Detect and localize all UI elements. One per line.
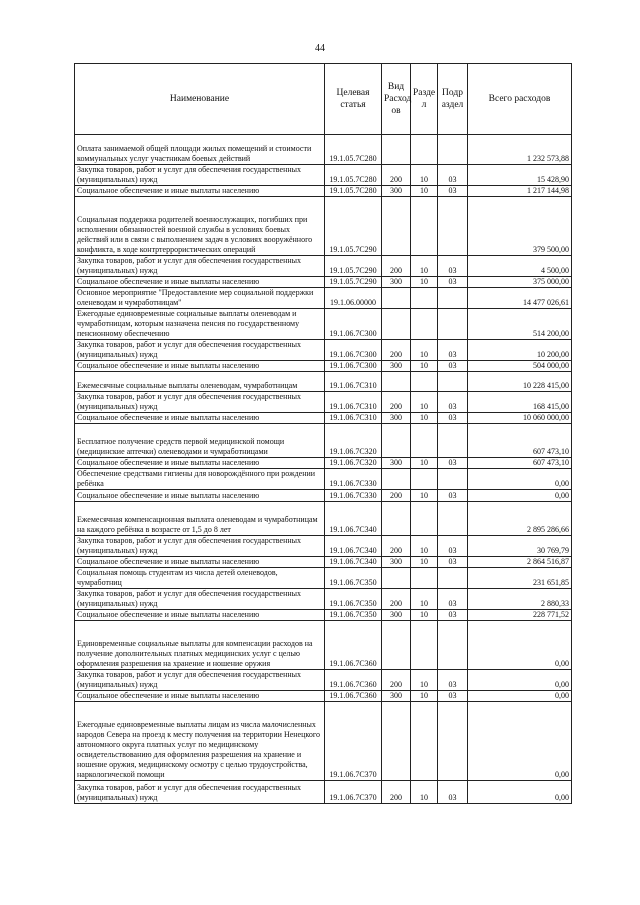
row-total: 15 428,90: [468, 165, 572, 186]
row-target-code: 19.1.06.7С310: [325, 413, 382, 424]
row-target-code: 19.1.06.7С360: [325, 621, 382, 670]
row-total: 0,00: [468, 691, 572, 702]
row-name: Социальное обеспечение и иные выплаты населению: [75, 458, 325, 469]
row-target-code: 19.1.06.7С340: [325, 557, 382, 568]
page-number: 44: [315, 43, 325, 54]
row-section: 10: [411, 670, 438, 691]
row-section: 10: [411, 781, 438, 804]
row-subsection: 03: [438, 490, 468, 502]
row-subsection: [438, 135, 468, 165]
table-row: [75, 691, 572, 702]
row-total: 10 228 415,00: [468, 372, 572, 392]
row-expense-kind: [382, 621, 411, 670]
row-target-code: 19.1.05.7С290: [325, 256, 382, 277]
row-section: [411, 135, 438, 165]
row-target-code: 19.1.06.7С300: [325, 340, 382, 361]
row-target-code: 19.1.06.00000: [325, 288, 382, 309]
row-name: Закупка товаров, работ и услуг для обеспечения государственных (муниципальных) нужд: [75, 589, 325, 610]
header-kind: Вид Расход ов: [382, 64, 411, 135]
table-row: [75, 277, 572, 288]
table-header-row: [75, 64, 572, 135]
row-target-code: 19.1.06.7С340: [325, 536, 382, 557]
row-subsection: 03: [438, 165, 468, 186]
row-total: 4 500,00: [468, 256, 572, 277]
header-subsection: Подр аздел: [438, 64, 468, 135]
row-section: 10: [411, 277, 438, 288]
row-name: Закупка товаров, работ и услуг для обеспечения государственных (муниципальных) нужд: [75, 340, 325, 361]
table-row: [75, 424, 572, 458]
row-target-code: 19.1.06.7С330: [325, 469, 382, 490]
table-row: [75, 309, 572, 340]
row-name: Оплата занимаемой общей площади жилых помещений и стоимости коммунальных услуг участникам боевых действий: [75, 135, 325, 165]
row-name: Социальное обеспечение и иные выплаты населению: [75, 361, 325, 372]
row-target-code: 19.1.05.7С280: [325, 186, 382, 197]
row-section: 10: [411, 691, 438, 702]
row-subsection: [438, 702, 468, 781]
table-row: [75, 392, 572, 413]
row-expense-kind: 300: [382, 458, 411, 469]
row-section: 10: [411, 589, 438, 610]
row-target-code: 19.1.06.7С340: [325, 502, 382, 536]
row-target-code: 19.1.06.7С370: [325, 702, 382, 781]
row-expense-kind: [382, 372, 411, 392]
table-row: [75, 610, 572, 621]
row-target-code: 19.1.06.7С320: [325, 458, 382, 469]
row-name: Закупка товаров, работ и услуг для обеспечения государственных (муниципальных) нужд: [75, 781, 325, 804]
row-expense-kind: [382, 288, 411, 309]
row-total: 379 500,00: [468, 197, 572, 256]
row-subsection: [438, 568, 468, 589]
row-subsection: 03: [438, 536, 468, 557]
table-row: [75, 256, 572, 277]
row-target-code: 19.1.06.7С370: [325, 781, 382, 804]
row-section: [411, 197, 438, 256]
row-total: 0,00: [468, 670, 572, 691]
row-subsection: [438, 502, 468, 536]
row-subsection: 03: [438, 361, 468, 372]
row-total: 231 651,85: [468, 568, 572, 589]
row-total: 2 880,33: [468, 589, 572, 610]
row-expense-kind: [382, 309, 411, 340]
row-section: [411, 502, 438, 536]
row-expense-kind: 200: [382, 392, 411, 413]
row-expense-kind: 200: [382, 340, 411, 361]
row-expense-kind: 300: [382, 691, 411, 702]
row-section: 10: [411, 458, 438, 469]
row-subsection: 03: [438, 691, 468, 702]
row-name: Ежемесячная компенсационная выплата оленеводам и чумработницам на каждого ребёнка в возрасте от 1,5 до 8 лет: [75, 502, 325, 536]
table-row: [75, 702, 572, 781]
header-section: Разде л: [411, 64, 438, 135]
row-total: 168 415,00: [468, 392, 572, 413]
table-row: [75, 621, 572, 670]
header-target: Целевая статья: [325, 64, 382, 135]
table-row: [75, 589, 572, 610]
row-expense-kind: [382, 702, 411, 781]
row-subsection: 03: [438, 557, 468, 568]
row-subsection: 03: [438, 256, 468, 277]
row-total: 2 895 286,66: [468, 502, 572, 536]
row-target-code: 19.1.05.7С280: [325, 135, 382, 165]
row-section: 10: [411, 490, 438, 502]
header-total: Всего расходов: [468, 64, 572, 135]
budget-table: [74, 63, 572, 804]
row-name: Основное мероприятие "Предоставление мер социальной поддержки оленеводам и чумработницам": [75, 288, 325, 309]
row-expense-kind: [382, 469, 411, 490]
table-row: [75, 340, 572, 361]
row-subsection: 03: [438, 458, 468, 469]
row-target-code: 19.1.06.7С300: [325, 361, 382, 372]
row-subsection: [438, 424, 468, 458]
row-section: [411, 568, 438, 589]
row-target-code: 19.1.06.7С310: [325, 392, 382, 413]
row-total: 0,00: [468, 621, 572, 670]
row-total: 375 000,00: [468, 277, 572, 288]
table-row: [75, 288, 572, 309]
row-name: Социальное обеспечение и иные выплаты населению: [75, 186, 325, 197]
row-total: 514 200,00: [468, 309, 572, 340]
row-target-code: 19.1.06.7С360: [325, 670, 382, 691]
table-row: [75, 135, 572, 165]
row-section: [411, 702, 438, 781]
row-subsection: 03: [438, 610, 468, 621]
row-name: Единовременные социальные выплаты для компенсации расходов на получение дополнительных платных медицинских услуг с целью оформления разрешения на хранение и ношение оружия: [75, 621, 325, 670]
table-row: [75, 413, 572, 424]
row-total: 0,00: [468, 702, 572, 781]
row-total: 0,00: [468, 469, 572, 490]
row-total: 0,00: [468, 781, 572, 804]
row-section: [411, 469, 438, 490]
row-total: 10 200,00: [468, 340, 572, 361]
row-section: 10: [411, 340, 438, 361]
table-row: [75, 670, 572, 691]
row-expense-kind: 300: [382, 361, 411, 372]
row-total: 607 473,10: [468, 458, 572, 469]
table-row: [75, 197, 572, 256]
row-subsection: 03: [438, 589, 468, 610]
row-expense-kind: 300: [382, 186, 411, 197]
row-subsection: 03: [438, 413, 468, 424]
row-name: Социальное обеспечение и иные выплаты населению: [75, 277, 325, 288]
row-total: 14 477 026,61: [468, 288, 572, 309]
row-name: Закупка товаров, работ и услуг для обеспечения государственных (муниципальных) нужд: [75, 536, 325, 557]
row-name: Бесплатное получение средств первой медицинской помощи (медицинские аптечки) оленеводами и чумработницами: [75, 424, 325, 458]
table-row: [75, 186, 572, 197]
row-total: 504 000,00: [468, 361, 572, 372]
row-expense-kind: [382, 502, 411, 536]
row-subsection: [438, 469, 468, 490]
row-target-code: 19.1.06.7С360: [325, 691, 382, 702]
row-expense-kind: 200: [382, 490, 411, 502]
row-total: 1 217 144,98: [468, 186, 572, 197]
row-target-code: 19.1.06.7С330: [325, 490, 382, 502]
row-target-code: 19.1.05.7С290: [325, 277, 382, 288]
row-name: Ежегодные единовременные социальные выплаты оленеводам и чумработницам, которым назначена пенсия по государственному пенсионному обеспечению: [75, 309, 325, 340]
row-name: Закупка товаров, работ и услуг для обеспечения государственных (муниципальных) нужд: [75, 256, 325, 277]
row-target-code: 19.1.06.7С350: [325, 610, 382, 621]
row-target-code: 19.1.06.7С350: [325, 568, 382, 589]
table-row: [75, 568, 572, 589]
row-section: 10: [411, 392, 438, 413]
row-subsection: 03: [438, 392, 468, 413]
row-expense-kind: 200: [382, 165, 411, 186]
row-subsection: 03: [438, 277, 468, 288]
table-row: [75, 361, 572, 372]
row-expense-kind: 200: [382, 536, 411, 557]
row-subsection: 03: [438, 670, 468, 691]
table-row: [75, 372, 572, 392]
row-name: Ежегодные единовременные выплаты лицам из числа малочисленных народов Севера на проезд к месту получения на территории Ненецкого автономного округа платных услуг по медицинскому освидетельствованию для оформления разрешения на хранение и ношение оружия, медицинскому осмотру с целью трудоустройства, наркологической помощи: [75, 702, 325, 781]
header-name: Наименование: [75, 64, 325, 135]
row-section: 10: [411, 557, 438, 568]
row-section: 10: [411, 186, 438, 197]
row-target-code: 19.1.05.7С280: [325, 165, 382, 186]
row-expense-kind: 300: [382, 557, 411, 568]
row-expense-kind: 300: [382, 277, 411, 288]
table-row: [75, 458, 572, 469]
row-subsection: [438, 621, 468, 670]
row-section: [411, 424, 438, 458]
row-subsection: [438, 288, 468, 309]
row-expense-kind: 300: [382, 413, 411, 424]
row-name: Обеспечение средствами гигиены для новорождённого при рождении ребёнка: [75, 469, 325, 490]
table-row: [75, 502, 572, 536]
row-expense-kind: 200: [382, 781, 411, 804]
row-total: 607 473,10: [468, 424, 572, 458]
table-row: [75, 469, 572, 490]
row-subsection: [438, 372, 468, 392]
row-name: Социальное обеспечение и иные выплаты населению: [75, 691, 325, 702]
table-row: [75, 557, 572, 568]
row-expense-kind: [382, 197, 411, 256]
row-target-code: 19.1.06.7С310: [325, 372, 382, 392]
row-section: 10: [411, 610, 438, 621]
row-target-code: 19.1.06.7С300: [325, 309, 382, 340]
row-name: Закупка товаров, работ и услуг для обеспечения государственных (муниципальных) нужд: [75, 165, 325, 186]
row-total: 0,00: [468, 490, 572, 502]
row-total: 1 232 573,88: [468, 135, 572, 165]
row-expense-kind: [382, 135, 411, 165]
row-expense-kind: [382, 568, 411, 589]
row-expense-kind: 300: [382, 610, 411, 621]
row-name: Социальное обеспечение и иные выплаты населению: [75, 413, 325, 424]
row-expense-kind: [382, 424, 411, 458]
table-row: [75, 165, 572, 186]
row-name: Социальное обеспечение и иные выплаты населению: [75, 490, 325, 502]
row-section: [411, 288, 438, 309]
row-subsection: 03: [438, 781, 468, 804]
row-total: 10 060 000,00: [468, 413, 572, 424]
table-body: [75, 135, 572, 804]
row-name: Ежемесячные социальные выплаты оленеводам, чумработницам: [75, 372, 325, 392]
row-name: Социальная поддержка родителей военнослужащих, погибших при исполнении обязанностей военной службы в условиях боевых действий или в связи с выполнением задач в условиях вооружённого конфликта, в ходе контртеррористических операций: [75, 197, 325, 256]
table-row: [75, 781, 572, 804]
row-section: 10: [411, 536, 438, 557]
row-name: Закупка товаров, работ и услуг для обеспечения государственных (муниципальных) нужд: [75, 392, 325, 413]
row-subsection: 03: [438, 340, 468, 361]
row-section: [411, 372, 438, 392]
row-name: Социальное обеспечение и иные выплаты населению: [75, 557, 325, 568]
row-section: [411, 309, 438, 340]
row-expense-kind: 200: [382, 256, 411, 277]
row-section: 10: [411, 256, 438, 277]
row-section: 10: [411, 413, 438, 424]
row-section: 10: [411, 361, 438, 372]
row-name: Социальная помощь студентам из числа детей оленеводов, чумработниц: [75, 568, 325, 589]
row-target-code: 19.1.05.7С290: [325, 197, 382, 256]
row-section: 10: [411, 165, 438, 186]
row-target-code: 19.1.06.7С320: [325, 424, 382, 458]
row-section: [411, 621, 438, 670]
row-total: 228 771,52: [468, 610, 572, 621]
table-row: [75, 536, 572, 557]
row-expense-kind: 200: [382, 670, 411, 691]
row-target-code: 19.1.06.7С350: [325, 589, 382, 610]
row-subsection: 03: [438, 186, 468, 197]
row-subsection: [438, 309, 468, 340]
row-subsection: [438, 197, 468, 256]
table-row: [75, 490, 572, 502]
row-total: 30 769,79: [468, 536, 572, 557]
row-name: Закупка товаров, работ и услуг для обеспечения государственных (муниципальных) нужд: [75, 670, 325, 691]
row-expense-kind: 200: [382, 589, 411, 610]
row-total: 2 864 516,87: [468, 557, 572, 568]
row-name: Социальное обеспечение и иные выплаты населению: [75, 610, 325, 621]
